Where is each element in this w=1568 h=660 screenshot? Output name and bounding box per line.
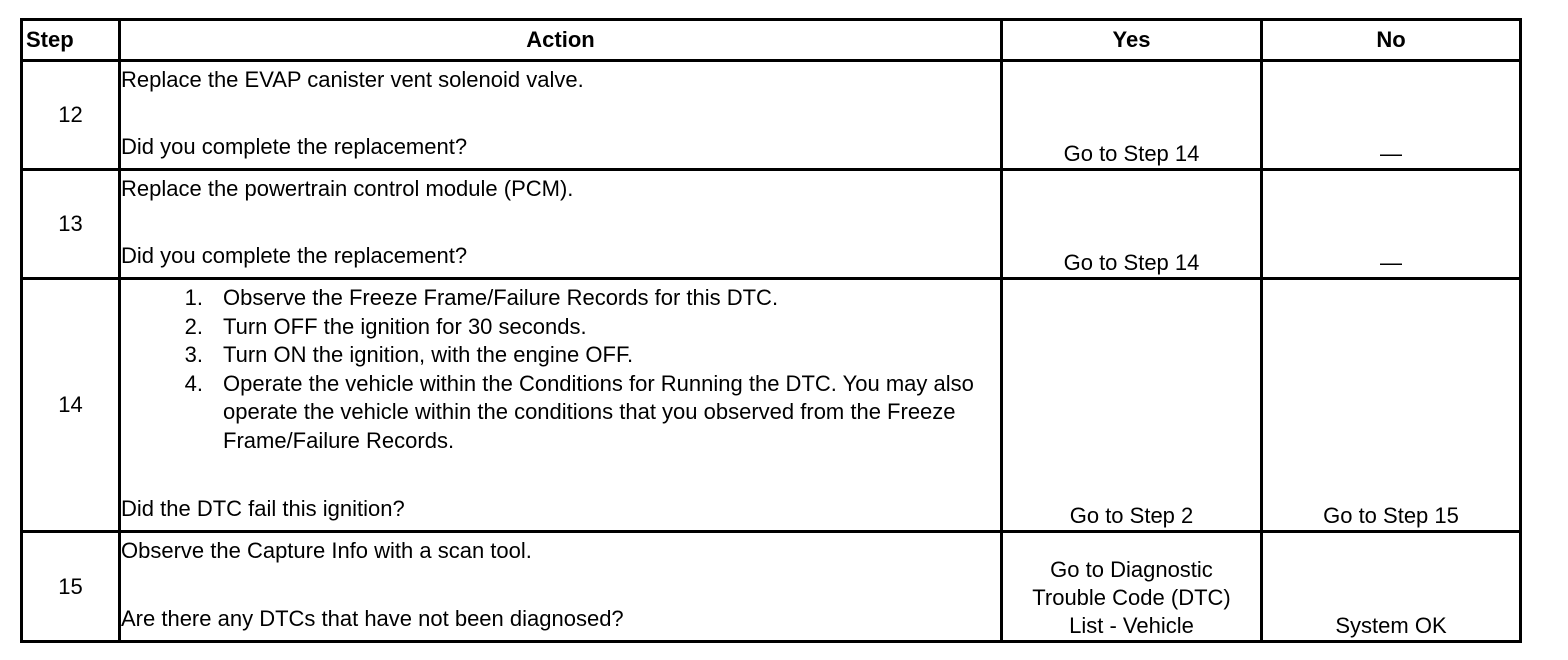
yes-result: Go to Step 2 [1002,279,1262,532]
yes-result-line: List - Vehicle [1069,613,1194,638]
step-number: 12 [22,61,120,170]
step-number: 14 [22,279,120,532]
list-item-text: Observe the Freeze Frame/Failure Records for this DTC. [223,285,779,310]
action-question: Did you complete the replacement? [121,243,468,268]
list-item-text: Turn OFF the ignition for 30 seconds. [223,313,587,339]
step-number: 15 [22,532,120,642]
action-question: Did the DTC fail this ignition? [121,496,405,521]
list-item-number: 3. [184,342,203,367]
table-row [22,61,1521,170]
no-result: — [1262,61,1521,170]
action-text: Observe the Capture Info with a scan tool. [121,538,532,563]
list-item-number: 4. [184,370,203,396]
no-result: — [1262,170,1521,279]
action-text: Replace the powertrain control module (PCM). [121,176,574,201]
action-cell [120,61,1002,170]
yes-result-line: Go to Diagnostic [1050,557,1213,582]
action-text: Replace the EVAP canister vent solenoid valve. [121,67,584,92]
list-item [121,370,1000,456]
header-row [22,20,1521,61]
yes-result-line: Trouble Code (DTC) [1032,585,1231,610]
list-item [121,284,1000,313]
table-row [22,170,1521,279]
header-yes: Yes [1002,20,1262,61]
yes-result: Go to Step 14 [1002,170,1262,279]
list-item-number: 2. [184,313,203,339]
header-no: No [1262,20,1521,61]
list-item-text: Turn ON the ignition, with the engine OFF. [223,342,634,367]
list-item [121,341,1000,370]
no-result: Go to Step 15 [1262,279,1521,532]
action-cell [120,170,1002,279]
no-result: System OK [1262,532,1521,642]
action-question: Did you complete the replacement? [121,134,468,159]
step-number: 13 [22,170,120,279]
action-step-list [121,284,1000,455]
yes-result: Go to Step 14 [1002,61,1262,170]
table-row [22,532,1521,642]
action-cell [120,279,1002,532]
list-item-text: Operate the vehicle within the Conditions for Running the DTC. You may also operate the vehicle within the conditions that you observed from the Freeze Frame/Failure Records. [223,370,974,453]
list-item [121,313,1000,342]
action-question: Are there any DTCs that have not been diagnosed? [121,606,624,631]
yes-result [1002,532,1262,642]
list-item-number: 1. [184,285,203,310]
diagnostic-table [20,18,1522,643]
action-cell [120,532,1002,642]
table-row [22,279,1521,532]
header-action: Action [120,20,1002,61]
header-step: Step [22,20,120,61]
